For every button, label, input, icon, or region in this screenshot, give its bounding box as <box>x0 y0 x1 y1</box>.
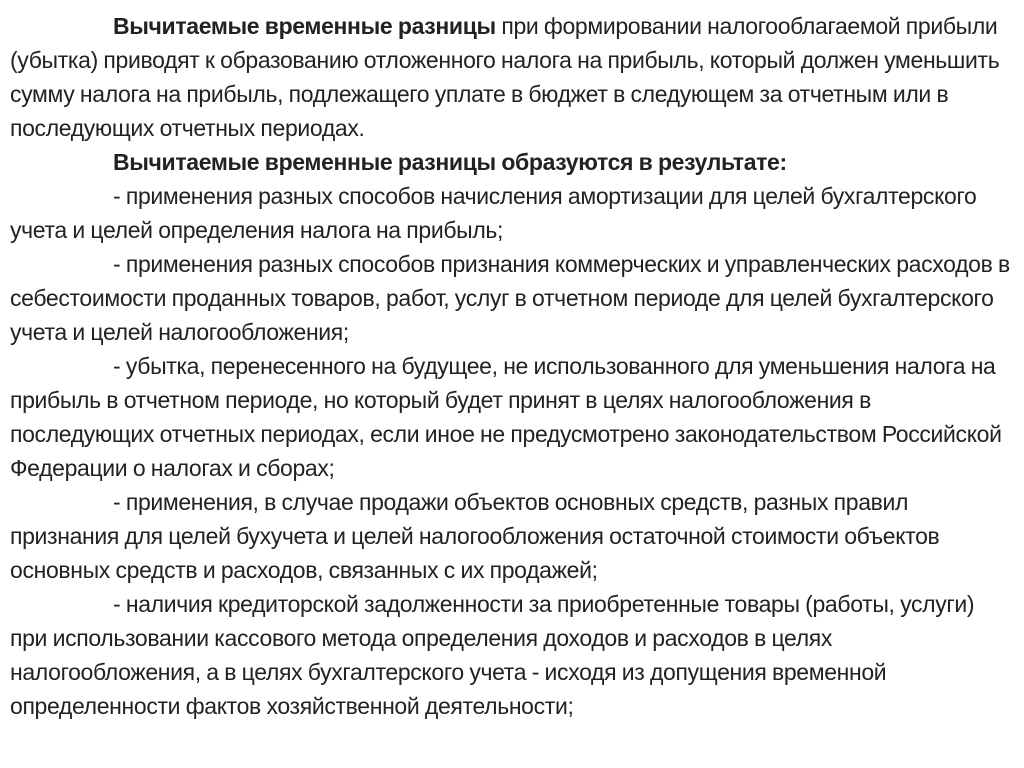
intro-bold-term: Вычитаемые временные разницы <box>113 13 496 39</box>
list-item: - применения разных способов начисления амортизации для целей бухгалтерского учета и целей определения налога на прибыль; <box>10 183 977 243</box>
list-item: - применения, в случае продажи объектов основных средств, разных правил признания для целей бухучета и целей налогообложения остаточной стоимости объектов основных средств и расходов, связанных с их продажей; <box>10 489 940 583</box>
slide-text <box>10 9 1016 723</box>
intro-text: при формировании налогооблагаемой прибыли (убытка) приводят к образованию отложенного налога на прибыль, который должен уменьшить сумму налога на прибыль, подлежащего уплате в бюджет в следующем за отчетным или в последующих отчетных периодах. <box>10 13 1000 141</box>
list-item: - наличия кредиторской задолженности за приобретенные товары (работы, услуги) при использовании кассового метода определения доходов и расходов в целях налогообложения, а в целях бухгалтерского учета - исходя из допущения временной определенности фактов хозяйственной деятельности; <box>10 591 975 719</box>
list-item: - применения разных способов признания коммерческих и управленческих расходов в себестоимости проданных товаров, работ, услуг в отчетном периоде для целей бухгалтерского учета и целей налогообложения; <box>10 251 1010 345</box>
intro-paragraph <box>10 9 1016 145</box>
list-heading: Вычитаемые временные разницы образуются в результате: <box>113 149 787 175</box>
list-item: - убытка, перенесенного на будущее, не использованного для уменьшения налога на прибыль в отчетном периоде, но который будет принят в целях налогообложения в последующих отчетных периодах, если иное не предусмотрено законодательством Российской Федерации о налогах и сборах; <box>10 353 1002 481</box>
